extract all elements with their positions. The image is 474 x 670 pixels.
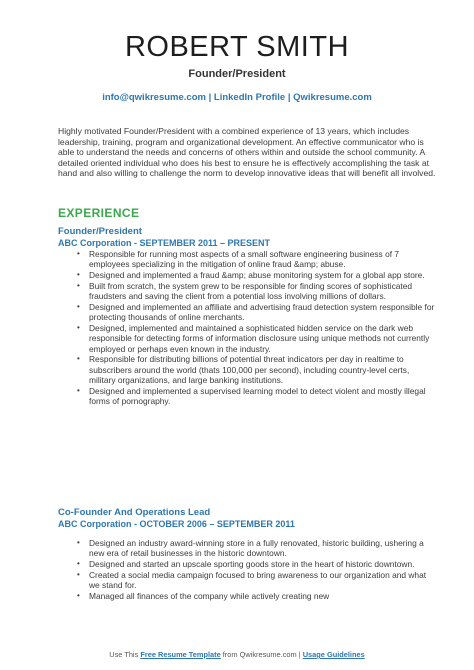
bullet-dot-icon: •: [77, 559, 80, 569]
bullet-item: • Designed and implemented a supervised learning model to detect violent and mostly illegal forms of pornography.: [77, 385, 426, 407]
summary-paragraph: Highly motivated Founder/President with a combined experience of 13 years, which includes leadership, training, program and organizational development. An effective communicator who is able to understand the needs and concerns of others within and outside the school community. A detailed oriented individual who does his best to ensure he is effectively accomplishing the task at hand and also willing to challenge the norm to develop innovative ideas that will benefit all involved.: [58, 126, 436, 179]
usage-guidelines-link[interactable]: Usage Guidelines: [302, 650, 365, 659]
contact-separator: |: [208, 92, 212, 103]
bullet-dot-icon: •: [77, 249, 80, 258]
job-dates: - OCTOBER 2006 – SEPTEMBER 2011: [131, 519, 295, 529]
linkedin-link[interactable]: LinkedIn Profile: [213, 92, 286, 103]
bullet-dot-icon: •: [77, 323, 80, 333]
bullet-dot-icon: •: [77, 569, 80, 579]
bullet-dot-icon: •: [77, 354, 80, 364]
experience-heading: EXPERIENCE: [58, 206, 140, 220]
company-name: ABC Corporation: [58, 238, 132, 248]
candidate-title: Founder/President: [188, 68, 286, 80]
bullet-item: • Designed an industry award-winning store in a fully renovated, historic building, ushering a new era of retail businesses in the historic downtown.: [77, 538, 424, 559]
free-template-link[interactable]: Free Resume Template: [140, 650, 221, 659]
job-meta: [58, 519, 438, 530]
job-bullets: [58, 538, 438, 601]
bullet-item: • Designed and implemented an affiliate and advertising fraud detection system responsible for protecting thousands of online merchants.: [77, 301, 435, 323]
bullet-item: • Designed, implemented and maintained a sophisticated hidden service on the dark web responsible for detecting forms of information disclosure using unique methods not currently employed or perhaps even known in the industry.: [77, 323, 430, 354]
contact-line: [0, 92, 474, 103]
job-title: Co-Founder And Operations Lead: [58, 507, 211, 518]
company-name: ABC Corporation: [58, 519, 132, 529]
bullet-dot-icon: •: [77, 270, 80, 280]
bullet-item: • Created a social media campaign focused to bring awareness to our organization and what we stand for.: [77, 569, 427, 591]
bullet-item: • Managed all finances of the company while actively creating new: [77, 590, 330, 601]
bullet-item: • Responsible for running most aspects of a small software engineering business of 7 employees specializing in the mitigation of online fraud &amp; abuse.: [77, 249, 400, 270]
job-title: Founder/President: [58, 226, 142, 237]
bullet-dot-icon: •: [77, 538, 80, 547]
website-link[interactable]: Qwikresume.com: [293, 92, 372, 103]
job-meta: [58, 238, 438, 249]
job-entry: [58, 507, 438, 602]
bullet-dot-icon: •: [77, 301, 80, 311]
bullet-dot-icon: •: [77, 280, 80, 290]
bullet-item: • Designed and implemented a fraud &amp; abuse monitoring system for a global app store.: [77, 270, 425, 281]
footer: [0, 650, 474, 659]
footer-middle: from Qwikresume.com |: [220, 650, 303, 659]
footer-prefix: Use This: [109, 650, 141, 659]
bullet-item: • Designed and started an upscale sporting goods store in the heart of historic downtown.: [77, 559, 415, 570]
job-bullets: [58, 249, 438, 406]
candidate-name: ROBERT SMITH: [124, 31, 350, 63]
job-dates: - SEPTEMBER 2011 – PRESENT: [131, 238, 271, 248]
contact-separator: |: [287, 92, 291, 103]
bullet-dot-icon: •: [77, 385, 80, 395]
bullet-item: • Responsible for distributing billions of potential threat indicators per day in realtime to subscribers around the world (thats 100,000 per second), including country-level certs, military organizations, and large banking institutions.: [77, 354, 410, 386]
bullet-item: • Built from scratch, the system grew to be responsible for finding scores of sophisticated fraudsters and saving the client from a potential loss involving millions of dollars.: [77, 280, 413, 302]
job-entry: [58, 226, 438, 407]
bullet-dot-icon: •: [77, 590, 80, 600]
email-link[interactable]: info@qwikresume.com: [102, 92, 206, 103]
